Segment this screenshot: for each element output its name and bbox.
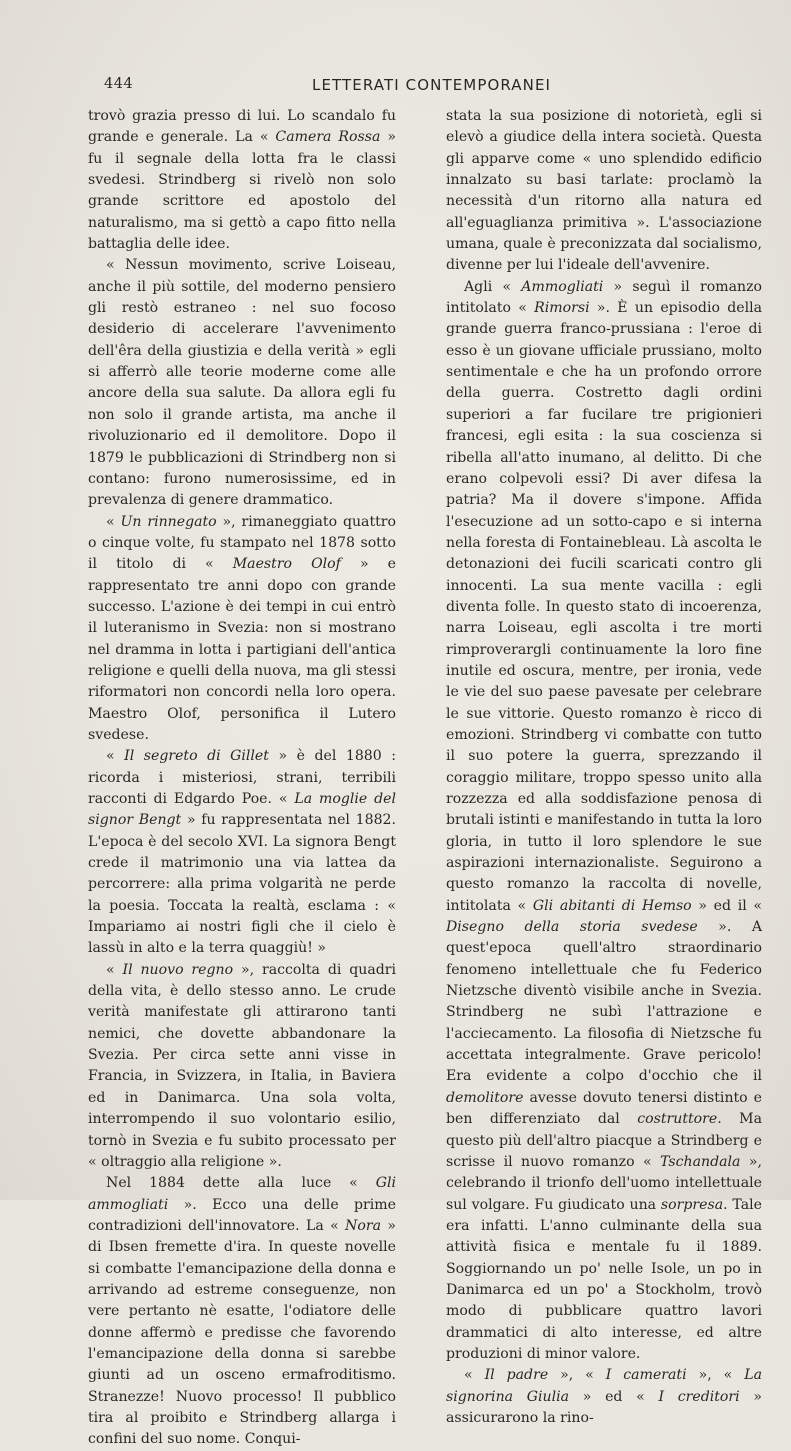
paragraph <box>446 1365 762 1429</box>
paragraph <box>88 512 396 747</box>
italic-title-text: demolitore <box>446 1089 524 1106</box>
paragraph-text: » di Ibsen fremette d'ira. In queste novelle si combatte l'emancipazione della donna e arrivando ad estreme conseguenze, non vere pertanto nè esatte, l'odiatore delle donne affermò e predisse che favorendo l'emancipazione della donna si sarebbe giunti ad un osceno ermafroditismo. Stranezze! Nuovo processo! Il pubblico tira al proibito e Strindberg allarga i confini del suo nome. Conqui- <box>88 1217 396 1448</box>
paragraph <box>446 277 762 1366</box>
paragraph <box>88 106 396 255</box>
paragraph-text: » seguì il romanzo intitolato « <box>446 278 762 317</box>
paragraph-text: », « <box>686 1367 745 1384</box>
right-text-column <box>446 106 762 1429</box>
paragraph-text: « <box>106 961 123 978</box>
paragraph <box>446 106 762 277</box>
paragraph <box>88 746 396 959</box>
paragraph-text: » e rappresentato tre anni dopo con grande successo. L'azione è dei tempi in cui entrò il luteranismo in Svezia: non si mostrano nel dramma in lotta i partigiani dell'antica religione e quelli della nuova, ma gli stessi riformatori non concordi nella loro opera. Maestro Olof, personifica il Lutero svedese. <box>88 556 396 743</box>
paragraph-text: « Nessun movimento, scrive Loiseau, anche il più sottile, del moderno pensiero gli restò estraneo : nel suo focoso desiderio di accelerare l'avvenimento dell'êra della giustizia e della verità » egli si afferrò alle teorie moderne come alle ancore della sua salute. Da allora egli fu non solo il grande artista, ma anche il rivoluzionario ed il demolitore. Dopo il 1879 le pubblicazioni di Strindberg non si contano: furono numerosissime, ed in prevalenza di genere drammatico. <box>88 257 396 509</box>
italic-title-text: Maestro Olof <box>232 556 341 573</box>
italic-title-text: I camerati <box>605 1367 687 1384</box>
paragraph-text: « <box>106 748 125 765</box>
italic-title-text: Un rinnegato <box>120 513 217 530</box>
paragraph-text: » assicurarono la rino- <box>446 1388 762 1426</box>
paragraph-text: », celebrando il trionfo dell'uomo intellettuale sul volgare. Fu giudicato una <box>446 1153 762 1213</box>
paragraph-text: » fu rappresentata nel 1882. L'epoca è del secolo XVI. La signora Bengt crede il matrimonio una via lattea da percorrere: alla prima volgarità ne perde la poesia. Toccata la realtà, esclama : « Impariamo ai nostri figli che il cielo è lassù in alto e la terra quaggiù! » <box>88 812 396 957</box>
paragraph-text: », rimaneggiato quattro o cinque volte, fu stampato nel 1878 sotto il titolo di « <box>88 513 396 573</box>
page-header <box>104 76 764 96</box>
running-title: LETTERATI CONTEMPORANEI <box>312 76 552 94</box>
paragraph-text: trovò grazia presso di lui. Lo scandalo fu grande e generale. La « <box>88 108 396 146</box>
italic-title-text: Nora <box>345 1217 382 1234</box>
italic-title-text: Ammogliati <box>521 278 604 295</box>
page-number: 444 <box>104 76 134 92</box>
italic-title-text: La signorina Giulia <box>446 1367 762 1405</box>
paragraph <box>88 1173 396 1450</box>
paragraph-text: ». A quest'epoca quell'altro straordinario fenomeno intellettuale che fu Federico Nietzsche diventò visibile anche in Svezia. Strindberg ne subì l'attrazione e l'acciecamento. La filosofia di Nietzsche fu accettata integralmente. Grave pericolo! Era evidente a colpo d'occhio che il <box>446 919 763 1085</box>
paragraph-text: » fu il segnale della lotta fra le classi svedesi. Strindberg si rivelò non solo grande scrittore ed apostolo del naturalismo, ma si gettò a capo fitto nella battaglia delle idee. <box>88 129 396 253</box>
italic-title-text: Il nuovo regno <box>122 961 234 978</box>
italic-title-text: Gli ammogliati <box>88 1175 396 1213</box>
paragraph-text: stata la sua posizione di notorietà, egli si elevò a giudice della intera società. Questa gli apparve come « uno splendido edificio innalzato su basi tarlate: proclamò la necessità d'un ritorno alla natura ed all'eguaglianza primitiva ». L'associazione umana, quale è preconizzata dal socialismo, divenne per lui l'ideale dell'avvenire. <box>446 108 762 274</box>
italic-title-text: Camera Rossa <box>275 129 381 146</box>
paragraph-text: » è del 1880 : ricorda i misteriosi, strani, terribili racconti di Edgardo Poe. « <box>88 748 396 807</box>
paragraph-text: Nel 1884 dette alla luce « <box>106 1175 376 1192</box>
paragraph <box>88 255 396 511</box>
paragraph-text: » ed « <box>569 1388 659 1405</box>
paragraph-text: « <box>106 513 121 530</box>
italic-title-text: Gli abitanti di Hemso <box>532 897 692 914</box>
italic-title-text: La moglie del signor Bengt <box>88 791 396 829</box>
italic-title-text: Il segreto di Gillet <box>124 748 269 765</box>
paragraph-text: Agli « <box>464 278 522 295</box>
paragraph-text: . Tale era infatti. L'anno culminante della sua attività fisica e mentale fu il 1889. Soggiornando un po' nelle Isole, un po in Danimarca ed un po' a Stockholm, trovò modo di pubblicare quattro lavori drammatici di alto interesse, ed altre produzioni di minor valore. <box>446 1196 762 1362</box>
paragraph-text: » ed il « <box>691 897 763 914</box>
paragraph-text: », raccolta di quadri della vita, è dello stesso anno. Le crude verità manifestate gli attirarono tanti nemici, che dovette abbandonare la Svezia. Per circa sette anni visse in Francia, in Svizzera, in Italia, in Baviera ed in Danimarca. Una sola volta, interrompendo il suo volontario esilio, tornò in Svezia e fu subito processato per « oltraggio alla religione ». <box>88 961 396 1170</box>
paragraph-text: « <box>464 1367 485 1384</box>
italic-title-text: Rimorsi <box>534 300 590 317</box>
italic-title-text: sorpresa <box>660 1196 724 1213</box>
paragraph <box>88 960 396 1173</box>
paragraph-text: ». È un episodio della grande guerra franco-prussiana : l'eroe di esso è un giovane ufficiale prussiano, molto sentimentale e che ha un profondo orrore della guerra. Costretto dagli ordini superiori a far fucilare tre prigionieri francesi, egli esita : la sua coscienza si ribella all'atto inumano, al delitto. Di che erano colpevoli essi? Di aver difesa la patria? Ma il dovere s'impone. Affida l'esecuzione ad un sotto-capo e si interna nella foresta di Fontainebleau. Là ascolta le detonazioni dei fucili scaricati contro gli innocenti. La sua mente vacilla : egli diventa folle. In questo stato di incoerenza, narra Loiseau, egli ascolta i tre morti rimproverargli continuamente la loro fine inutile ed oscura, mentre, per ironia, vede le vie del suo paese pavesate per celebrare le sue vittorie. Questo romanzo è ricco di emozioni. Strindberg vi combatte con tutto il suo potere la guerra, sprezzando il coraggio militare, troppo spesso unito alla rozzezza ed alla soddisfazione penosa di brutali istinti e manifestando in tutta la loro gloria, in tutto il loro splendore le sue aspirazioni internazionaliste. Seguirono a questo romanzo la raccolta di novelle, intitolata « <box>446 300 763 914</box>
paragraph-text: », « <box>548 1367 606 1384</box>
paragraph-text: avesse dovuto tenersi distinto e ben differenziato dal <box>446 1089 762 1128</box>
italic-title-text: Il padre <box>484 1367 549 1384</box>
left-text-column <box>88 106 396 1451</box>
paragraph-text: . Ma questo più dell'altro piacque a Strindberg e scrisse il nuovo romanzo « <box>446 1111 762 1170</box>
italic-title-text: costruttore <box>637 1111 718 1128</box>
italic-title-text: I creditori <box>658 1388 740 1405</box>
italic-title-text: Disegno della storia svedese <box>446 919 698 936</box>
italic-title-text: Tschandala <box>660 1153 741 1170</box>
paragraph-text: ». Ecco una delle prime contradizioni dell'innovatore. La « <box>88 1196 396 1234</box>
